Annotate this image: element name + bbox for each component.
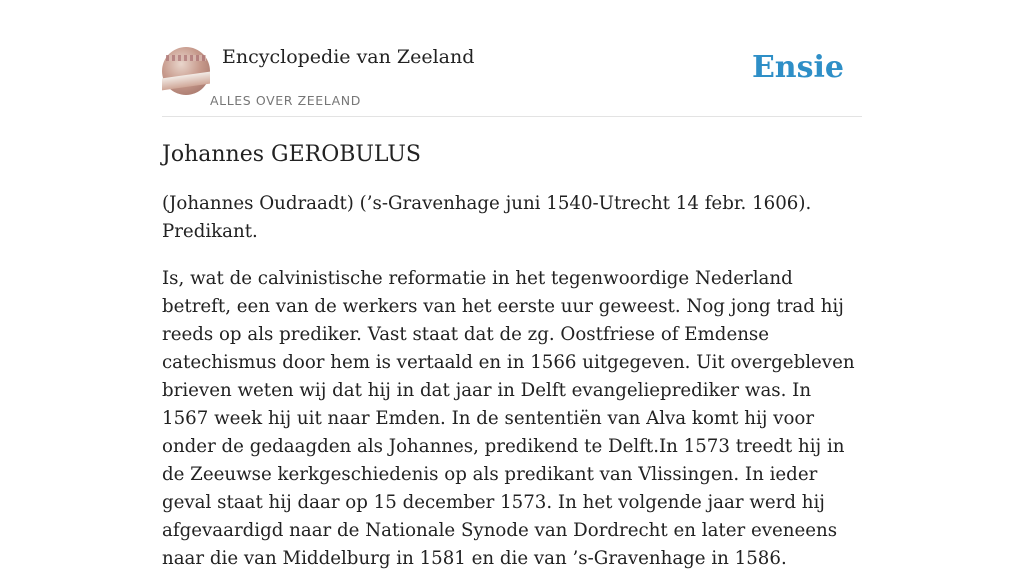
site-avatar[interactable] — [162, 47, 210, 95]
site-title[interactable]: Encyclopedie van Zeeland — [222, 46, 475, 68]
brand-logo-link[interactable]: Ensie — [751, 50, 844, 85]
site-header — [162, 44, 862, 117]
article — [162, 138, 862, 573]
site-tagline: ALLES OVER ZEELAND — [210, 93, 361, 108]
article-lead: (Johannes Oudraadt) (’s-Gravenhage juni 1540-Utrecht 14 febr. 1606). Predikant. — [162, 193, 812, 242]
avatar-image-detail — [166, 55, 206, 61]
avatar-image-detail — [162, 72, 210, 91]
article-title: Johannes GEROBULUS — [162, 142, 421, 167]
article-body: Is, wat de calvinistische reformatie in het tegenwoordige Nederland betreft, een van de werkers van het eerste uur geweest. Nog jong trad hij reeds op als prediker. Vast staat dat de zg. Oostfriese of Emdense catechismus door hem is vertaald en in 1566 uitgegeven. Uit overgebleven brieven weten wij dat hij in dat jaar in Delft evangelieprediker was. In 1567 week hij uit naar Emden. In de sententiën van Alva komt hij voor onder de gedaagden als Johannes, predikend te Delft.In 1573 treedt hij in de Zeeuwse kerkgeschiedenis op als predikant van Vlissingen. In ieder geval staat hij daar op 15 december 1573. In het volgende jaar werd hij afgevaardigd naar de Nationale Synode van Dordrecht en later eveneens naar die van Middelburg in 1581 en die van ’s-Gravenhage in 1586. — [162, 268, 855, 569]
